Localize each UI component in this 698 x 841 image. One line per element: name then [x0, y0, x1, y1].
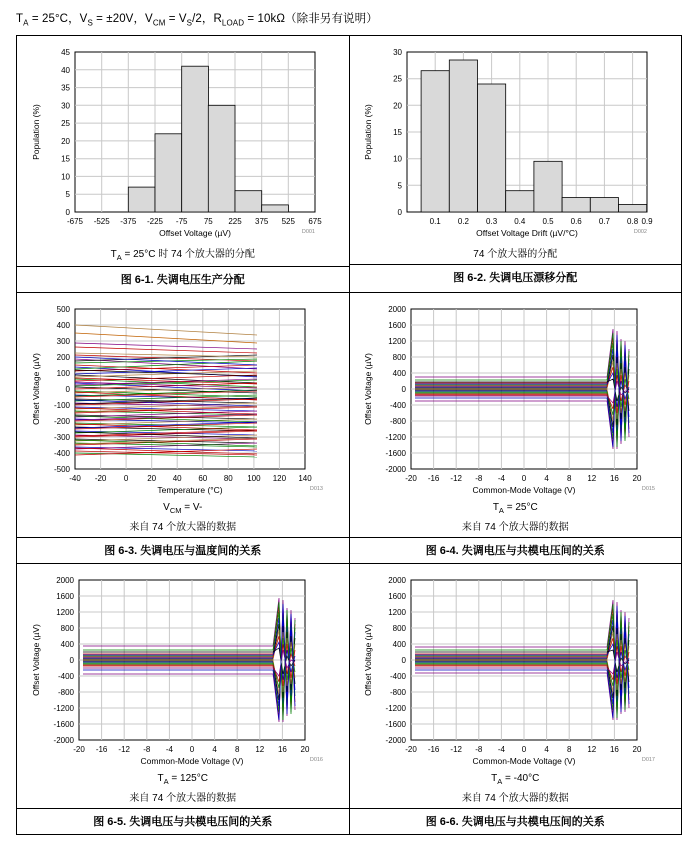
figure-grid — [16, 35, 682, 835]
svg-text:400: 400 — [56, 321, 70, 331]
svg-text:35: 35 — [60, 83, 70, 93]
svg-text:15: 15 — [60, 154, 70, 164]
svg-text:60: 60 — [198, 474, 208, 484]
svg-text:2000: 2000 — [55, 576, 74, 586]
svg-text:0.3: 0.3 — [486, 217, 498, 227]
svg-text:5: 5 — [397, 181, 403, 191]
svg-text:0.5: 0.5 — [542, 217, 554, 227]
svg-text:100: 100 — [246, 474, 261, 484]
svg-text:-300: -300 — [53, 433, 70, 443]
svg-text:25: 25 — [60, 119, 70, 129]
svg-text:400: 400 — [392, 369, 407, 379]
svg-text:0: 0 — [397, 208, 403, 218]
svg-text:-12: -12 — [118, 745, 130, 755]
figure-3-caption: 图 6-3. 失调电压与温度间的关系 — [17, 537, 349, 563]
svg-text:1200: 1200 — [388, 337, 407, 347]
svg-text:-1600: -1600 — [385, 449, 407, 459]
figure-cell-3 — [17, 293, 350, 564]
figure-6-subcaption2: 来自 74 个放大器的数据 — [461, 793, 569, 805]
chart-4-xlabel: Common-Mode Voltage (V) — [472, 485, 576, 496]
svg-text:2000: 2000 — [388, 305, 407, 315]
svg-text:10: 10 — [60, 172, 70, 182]
figure-5 — [17, 564, 349, 808]
svg-text:-400: -400 — [390, 672, 407, 682]
svg-text:8: 8 — [234, 745, 240, 755]
svg-text:0: 0 — [189, 745, 194, 755]
svg-text:-75: -75 — [175, 217, 188, 227]
figure-cell-6 — [349, 564, 682, 835]
svg-text:-12: -12 — [450, 474, 463, 484]
figure-3 — [17, 293, 349, 537]
svg-text:-400: -400 — [57, 672, 74, 682]
svg-text:-8: -8 — [142, 745, 151, 755]
figure-5-caption: 图 6-5. 失调电压与共模电压间的关系 — [17, 808, 349, 834]
svg-text:15: 15 — [393, 128, 403, 138]
svg-text:400: 400 — [60, 640, 74, 650]
svg-text:200: 200 — [56, 353, 70, 363]
chart-6-ylabel: Offset Voltage (µV) — [363, 624, 374, 697]
chart-5-ylabel: Offset Voltage (µV) — [30, 624, 41, 697]
svg-text:30: 30 — [60, 101, 70, 111]
svg-text:-500: -500 — [53, 465, 70, 475]
svg-text:-20: -20 — [94, 474, 107, 484]
svg-text:-8: -8 — [475, 745, 483, 755]
chart-4-svg — [355, 299, 675, 499]
test-conditions: $T_A = 25^\circ C$，$V_S = \pm 20V$，$V_{CM} = V_S/2$，$R_{LOAD} = 10k\Omega$（除非另有说明） — [16, 13, 378, 28]
svg-text:800: 800 — [392, 353, 407, 363]
svg-text:-675: -675 — [66, 217, 83, 227]
svg-text:4: 4 — [544, 745, 550, 755]
figure-cell-2 — [349, 36, 682, 293]
figure-4 — [350, 293, 682, 537]
svg-text:-525: -525 — [93, 217, 110, 227]
svg-text:-4: -4 — [498, 474, 506, 484]
svg-text:20: 20 — [60, 137, 70, 147]
svg-text:0.2: 0.2 — [458, 217, 470, 227]
svg-text:100: 100 — [56, 369, 70, 379]
svg-text:-400: -400 — [390, 401, 407, 411]
svg-text:0: 0 — [522, 745, 527, 755]
svg-text:-400: -400 — [53, 449, 70, 459]
svg-text:-200: -200 — [53, 417, 70, 427]
svg-text:525: 525 — [281, 217, 295, 227]
svg-text:4: 4 — [212, 745, 217, 755]
figure-1-caption: 图 6-1. 失调电压生产分配 — [17, 266, 349, 292]
svg-text:20: 20 — [632, 474, 642, 484]
svg-text:120: 120 — [272, 474, 286, 484]
chart-4 — [355, 299, 675, 499]
svg-text:0: 0 — [69, 656, 74, 666]
svg-text:0.4: 0.4 — [514, 217, 526, 227]
svg-text:8: 8 — [567, 474, 572, 484]
svg-text:-16: -16 — [95, 745, 108, 755]
figure-6-subcaption: $T_A = -40^\circ C$ — [491, 773, 540, 787]
svg-text:0.8: 0.8 — [627, 217, 639, 227]
svg-text:-1600: -1600 — [385, 720, 407, 730]
chart-5-docid: D016 — [309, 757, 323, 764]
svg-text:12: 12 — [587, 745, 597, 755]
chart-2 — [355, 42, 675, 242]
svg-text:12: 12 — [587, 474, 597, 484]
svg-text:-800: -800 — [390, 688, 407, 698]
svg-text:-16: -16 — [428, 745, 440, 755]
svg-text:0: 0 — [65, 208, 70, 218]
svg-text:-100: -100 — [53, 401, 70, 411]
svg-text:0.9: 0.9 — [641, 217, 653, 227]
svg-text:-375: -375 — [120, 217, 137, 227]
chart-4-ylabel: Offset Voltage (µV) — [363, 353, 374, 426]
figure-6-caption: 图 6-6. 失调电压与共模电压间的关系 — [350, 808, 682, 834]
svg-text:300: 300 — [56, 337, 70, 347]
figure-2-caption: 图 6-2. 失调电压漂移分配 — [350, 264, 682, 290]
chart-3-svg — [23, 299, 343, 499]
svg-text:-2000: -2000 — [385, 465, 407, 475]
figure-6 — [350, 564, 682, 808]
chart-3 — [23, 299, 343, 499]
svg-text:500: 500 — [56, 305, 70, 315]
figure-cell-4 — [349, 293, 682, 564]
chart-6-svg — [355, 570, 675, 770]
svg-text:12: 12 — [255, 745, 265, 755]
svg-text:16: 16 — [277, 745, 287, 755]
svg-text:75: 75 — [203, 217, 213, 227]
chart-1-xlabel: Offset Voltage (µV) — [158, 228, 231, 239]
svg-text:45: 45 — [60, 48, 70, 58]
svg-text:-20: -20 — [405, 474, 418, 484]
figure-2-subcaption: 74 个放大器的分配 — [473, 249, 558, 261]
svg-text:5: 5 — [65, 190, 70, 200]
svg-text:1600: 1600 — [388, 321, 407, 331]
svg-text:16: 16 — [610, 745, 620, 755]
figure-cell-1 — [17, 36, 350, 293]
chart-3-xlabel: Temperature (°C) — [157, 485, 223, 496]
svg-text:800: 800 — [60, 624, 74, 634]
chart-5 — [23, 570, 343, 770]
svg-text:8: 8 — [567, 745, 572, 755]
svg-text:675: 675 — [308, 217, 322, 227]
svg-text:0: 0 — [401, 385, 407, 395]
chart-5-xlabel: Common-Mode Voltage (V) — [140, 756, 244, 767]
svg-text:-20: -20 — [405, 745, 418, 755]
svg-text:400: 400 — [392, 640, 407, 650]
svg-text:-8: -8 — [475, 474, 483, 484]
chart-6-xlabel: Common-Mode Voltage (V) — [472, 756, 576, 767]
chart-2-ylabel: Population (%) — [363, 104, 374, 161]
chart-1-docid: D001 — [301, 229, 315, 236]
figure-4-subcaption: $T_A = 25^\circ C$ — [492, 502, 538, 516]
svg-text:-20: -20 — [72, 745, 85, 755]
svg-text:0: 0 — [65, 385, 70, 395]
svg-text:0: 0 — [123, 474, 129, 484]
svg-text:80: 80 — [223, 474, 233, 484]
chart-4-docid: D015 — [642, 486, 656, 493]
svg-text:20: 20 — [146, 474, 156, 484]
figure-4-caption: 图 6-4. 失调电压与共模电压间的关系 — [350, 537, 682, 563]
svg-text:1600: 1600 — [388, 592, 407, 602]
svg-text:-16: -16 — [428, 474, 440, 484]
svg-text:-4: -4 — [498, 745, 506, 755]
figure-5-subcaption: $T_A = 125^\circ C$ — [157, 773, 208, 787]
svg-text:-40: -40 — [68, 474, 81, 484]
svg-text:16: 16 — [610, 474, 620, 484]
chart-1-svg — [23, 42, 343, 242]
svg-text:25: 25 — [393, 74, 403, 84]
svg-text:-2000: -2000 — [385, 736, 407, 746]
chart-1-ylabel: Population (%) — [30, 104, 41, 161]
chart-2-docid: D002 — [634, 229, 648, 236]
figure-4-subcaption2: 来自 74 个放大器的数据 — [461, 522, 569, 534]
svg-text:-1200: -1200 — [53, 704, 74, 714]
svg-text:800: 800 — [392, 624, 407, 634]
svg-text:0.6: 0.6 — [570, 217, 583, 227]
chart-3-docid: D013 — [309, 486, 323, 493]
chart-5-svg — [23, 570, 343, 770]
figure-2 — [350, 36, 682, 264]
chart-6 — [355, 570, 675, 770]
svg-text:-225: -225 — [146, 217, 163, 227]
svg-text:20: 20 — [393, 101, 403, 111]
svg-text:-12: -12 — [450, 745, 463, 755]
svg-text:-1600: -1600 — [53, 720, 74, 730]
svg-text:-800: -800 — [57, 688, 74, 698]
svg-text:40: 40 — [60, 66, 70, 76]
figure-cell-5 — [17, 564, 350, 835]
svg-text:-2000: -2000 — [53, 736, 74, 746]
svg-text:20: 20 — [300, 745, 310, 755]
chart-6-docid: D017 — [642, 757, 656, 764]
svg-text:375: 375 — [254, 217, 269, 227]
svg-text:1200: 1200 — [55, 608, 74, 618]
figure-1-subcaption: $T_A = 25^\circ C$ 时 74 个放大器的分配 — [110, 249, 255, 263]
svg-text:-1200: -1200 — [385, 433, 407, 443]
svg-text:2000: 2000 — [388, 576, 407, 586]
svg-text:10: 10 — [393, 154, 403, 164]
svg-text:1600: 1600 — [55, 592, 74, 602]
chart-1 — [23, 42, 343, 242]
svg-text:225: 225 — [228, 217, 242, 227]
figure-3-subcaption: $V_{CM} = V-$ — [163, 502, 203, 516]
chart-2-xlabel: Offset Voltage Drift (µV/°C) — [476, 228, 579, 239]
svg-text:-1200: -1200 — [385, 704, 407, 714]
svg-text:1200: 1200 — [388, 608, 407, 618]
svg-text:4: 4 — [544, 474, 550, 484]
svg-text:140: 140 — [298, 474, 312, 484]
svg-text:-4: -4 — [165, 745, 173, 755]
svg-text:30: 30 — [393, 48, 403, 58]
chart-3-ylabel: Offset Voltage (µV) — [30, 353, 41, 426]
svg-text:0: 0 — [401, 656, 407, 666]
svg-text:0: 0 — [522, 474, 527, 484]
chart-2-svg — [355, 42, 675, 242]
svg-text:0.1: 0.1 — [429, 217, 442, 227]
figure-3-subcaption2: 来自 74 个放大器的数据 — [129, 522, 237, 534]
figure-5-subcaption2: 来自 74 个放大器的数据 — [129, 793, 237, 805]
svg-text:0.7: 0.7 — [599, 217, 611, 227]
svg-text:-800: -800 — [390, 417, 407, 427]
figure-1 — [17, 36, 349, 266]
svg-text:20: 20 — [632, 745, 642, 755]
svg-text:40: 40 — [172, 474, 182, 484]
